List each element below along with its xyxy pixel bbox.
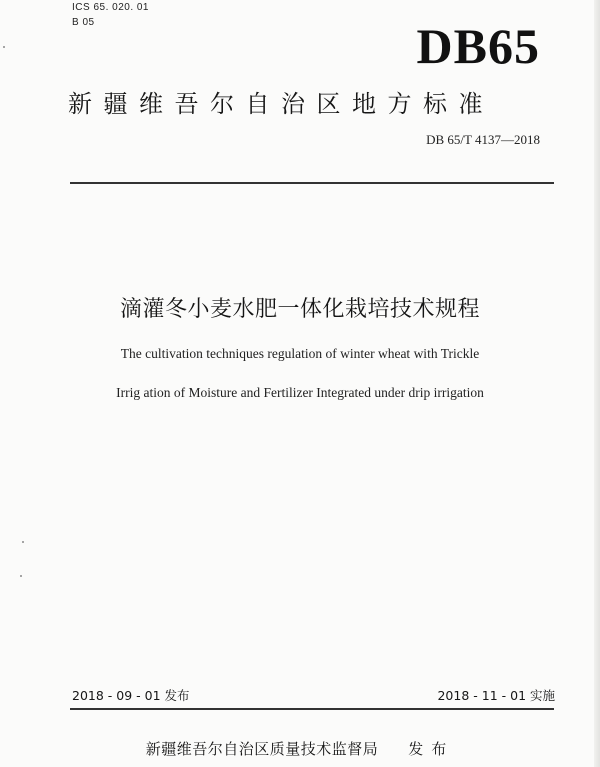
implementation-date: 2018 - 11 - 01 实施 xyxy=(437,688,555,703)
scan-speck xyxy=(22,541,24,543)
issuer-name: 新疆维吾尔自治区质量技术监督局 xyxy=(145,740,379,758)
scan-speck xyxy=(20,575,22,577)
ccs-code: B 05 xyxy=(72,17,95,28)
standard-mark: DB65 xyxy=(416,18,540,74)
top-divider xyxy=(70,182,554,184)
issuer-line xyxy=(0,738,600,759)
title-english-line1: The cultivation techniques regulation of winter wheat with Trickle xyxy=(120,346,480,361)
issuer-verb: 发布 xyxy=(408,740,455,758)
title-english-line2: Irrig ation of Moisture and Fertilizer Integrated under drip irrigation xyxy=(116,385,484,400)
scan-speck xyxy=(3,46,5,48)
bottom-divider xyxy=(70,708,554,710)
standard-number: DB 65/T 4137—2018 xyxy=(426,132,540,147)
ics-code: ICS 65. 020. 01 xyxy=(72,2,149,13)
issue-date: 2018 - 09 - 01 发布 xyxy=(72,688,190,703)
title-chinese: 滴灌冬小麦水肥一体化栽培技术规程 xyxy=(119,297,480,322)
standard-type: 新疆维吾尔自治区地方标准 xyxy=(68,90,494,118)
scan-edge xyxy=(594,0,600,767)
